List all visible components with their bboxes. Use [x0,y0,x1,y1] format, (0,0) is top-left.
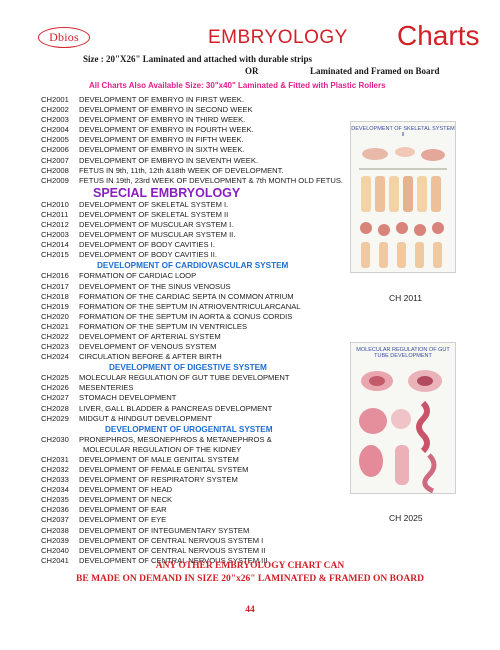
catalog-row [41,393,346,403]
catalog-row [41,332,346,342]
chart-code: CH2009 [41,175,69,185]
chart-title: DEVELOPMENT OF SKELETAL SYSTEM I. [79,199,229,209]
chart-thumbnail-gut-tube [350,342,456,494]
chart-catalog-list [41,95,346,566]
chart-title: DEVELOPMENT OF MUSCULAR SYSTEM I. [79,220,234,230]
chart-code: CH2012 [41,220,69,230]
catalog-row [41,546,346,556]
chart-code: CH2033 [41,475,69,485]
chart-title: DEVELOPMENT OF EMBRYO IN SIXTH WEEK. [79,145,245,155]
chart-code: CH2022 [41,331,69,341]
chart-code: CH2034 [41,485,69,495]
size-framed-line: Laminated and Framed on Board [310,66,440,76]
chart-code: CH2003 [41,230,69,240]
catalog-row [41,135,346,145]
chart-code: CH2004 [41,125,69,135]
chart-code: CH2039 [41,535,69,545]
brand-logo [38,27,90,48]
special-embryology-heading: SPECIAL EMBRYOLOGY [93,185,241,200]
chart-code: CH2008 [41,165,69,175]
catalog-row [41,505,346,515]
catalog-row [41,383,346,393]
chart-code: CH2035 [41,495,69,505]
charts-label: Charts [397,20,480,51]
chart-title: DEVELOPMENT OF FEMALE GENITAL SYSTEM [79,465,249,474]
catalog-row [41,465,346,475]
catalog-row [41,200,346,210]
chart-code: CH2018 [41,291,69,301]
catalog-row [41,302,346,312]
thumbnail-caption: CH 2011 [389,293,422,303]
catalog-row [41,271,346,281]
chart-code: CH2041 [41,555,69,565]
chart-title: DEVELOPMENT OF VENOUS SYSTEM [79,342,217,352]
catalog-row [41,292,346,302]
custom-order-note-line2: BE MADE ON DEMAND IN SIZE 20"x26" LAMINATED & FRAMED ON BOARD [76,574,424,584]
catalog-row [41,536,346,546]
catalog-row [41,475,346,485]
chart-title: DEVELOPMENT OF CENTRAL NERVOUS SYSTEM I [79,535,264,545]
chart-title: STOMACH DEVELOPMENT [79,393,177,403]
catalog-row [41,342,346,352]
chart-title: DEVELOPMENT OF EYE [79,515,167,525]
catalog-row [41,414,346,424]
chart-title: DEVELOPMENT OF ARTERIAL SYSTEM [79,331,221,341]
catalog-row [41,312,346,322]
chart-code: CH2036 [41,505,69,515]
chart-code: CH2006 [41,145,69,155]
skeletal-chart-illustration [351,138,455,273]
catalog-row [41,373,346,383]
size-info-line: Size : 20"X26" Laminated and attached with durable strips [83,54,313,64]
catalog-row [41,515,346,525]
catalog-row [41,156,346,166]
chart-code: CH2007 [41,155,69,165]
chart-code: CH2023 [41,342,69,352]
digestive-group [41,373,346,423]
chart-code: CH2032 [41,465,69,474]
thumbnail-title: DEVELOPMENT OF SKELETAL SYSTEM II [351,126,455,138]
chart-title: DEVELOPMENT OF THE SINUS VENOSUS [79,281,231,291]
chart-title: DEVELOPMENT OF EAR [79,505,167,515]
catalog-row [41,526,346,536]
cardiovascular-group [41,271,346,362]
chart-thumbnail-skeletal [350,121,456,273]
chart-code: CH2011 [41,209,69,219]
chart-code: CH2026 [41,383,69,393]
chart-code: CH2027 [41,393,69,403]
chart-title: FORMATION OF THE SEPTUM IN ATRIOVENTRICULARCANAL [79,301,301,311]
chart-code: CH2015 [41,250,69,260]
chart-title: DEVELOPMENT OF EMBRYO IN THIRD WEEK. [79,115,246,125]
chart-title: FETUS IN 19th, 23rd WEEK OF DEVELOPMENT & 7th MONTH OLD FETUS. [79,175,344,185]
catalog-row [41,105,346,115]
chart-title: DEVELOPMENT OF MUSCULAR SYSTEM II. [79,230,236,240]
chart-title: DEVELOPMENT OF EMBRYO IN SECOND WEEK [79,105,253,115]
chart-title: DEVELOPMENT OF CENTRAL NERVOUS SYSTEM III [79,555,268,565]
chart-code: CH2029 [41,413,69,423]
chart-title: FORMATION OF THE CARDIAC SEPTA IN COMMON ATRIUM [79,291,294,301]
urogenital-heading: DEVELOPMENT OF UROGENITAL SYSTEM [105,424,273,434]
chart-code: CH2014 [41,240,69,250]
catalog-row [41,435,346,445]
chart-title: DEVELOPMENT OF MALE GENITAL SYSTEM [79,454,239,464]
chart-code: CH2028 [41,403,69,413]
page-number: 44 [245,605,255,615]
catalog-row [41,166,346,176]
chart-code: CH2021 [41,321,69,331]
chart-code: CH2005 [41,135,69,145]
catalog-row [41,495,346,505]
chart-code: CH2025 [41,373,69,383]
chart-title: FORMATION OF THE SEPTUM IN AORTA & CONUS CORDIS [79,311,293,321]
catalog-row [41,250,346,260]
catalog-row [41,210,346,220]
chart-code: CH2019 [41,301,69,311]
chart-title: DEVELOPMENT OF EMBRYO IN FOURTH WEEK. [79,125,254,135]
chart-code: CH2020 [41,311,69,321]
thumbnail-title: MOLECULAR REGULATION OF GUT TUBE DEVELOPMENT [356,347,450,359]
catalog-row [41,455,346,465]
chart-title: DEVELOPMENT OF CENTRAL NERVOUS SYSTEM II [79,545,266,555]
catalog-row [41,352,346,362]
chart-title: DEVELOPMENT OF SKELETAL SYSTEM II [79,209,229,219]
thumbnail-caption: CH 2025 [389,513,423,523]
catalog-row [41,485,346,495]
chart-title-continued: MOLECULAR REGULATION OF THE KIDNEY [83,444,242,454]
chart-title: MOLECULAR REGULATION OF GUT TUBE DEVELOPMENT [79,373,290,383]
catalog-row [41,282,346,292]
chart-title: DEVELOPMENT OF INTEGUMENTARY SYSTEM [79,525,250,535]
cardiovascular-heading: DEVELOPMENT OF CARDIOVASCULAR SYSTEM [97,261,289,271]
catalog-row [41,176,346,186]
chart-title: DEVELOPMENT OF EMBRYO IN FIFTH WEEK. [79,135,244,145]
chart-code: CH2002 [41,105,69,115]
chart-title: FORMATION OF THE SEPTUM IN VENTRICLES [79,321,248,331]
urogenital-group [41,455,346,566]
chart-code: CH2017 [41,281,69,291]
chart-code: CH2016 [41,271,69,281]
availability-note: All Charts Also Available Size: 30"x40" Laminated & Fitted with Plastic Rollers [89,81,386,90]
chart-title: LIVER, GALL BLADDER & PANCREAS DEVELOPMENT [79,403,273,413]
chart-code: CH2001 [41,95,69,104]
catalog-row [41,230,346,240]
chart-title: MESENTERIES [79,383,134,393]
chart-title: DEVELOPMENT OF RESPIRATORY SYSTEM [79,475,238,485]
catalog-row [41,322,346,332]
chart-code: CH2038 [41,525,69,535]
catalog-row-continuation [41,445,346,455]
page-title: EMBRYOLOGY [208,27,348,48]
chart-title: CIRCULATION BEFORE & AFTER BIRTH [79,352,222,362]
catalog-row [41,115,346,125]
catalog-row [41,220,346,230]
chart-title: DEVELOPMENT OF BODY CAVITIES II. [79,250,217,260]
digestive-heading: DEVELOPMENT OF DIGESTIVE SYSTEM [109,363,267,373]
size-or-label: OR [245,66,259,76]
chart-code: CH2010 [41,199,69,209]
catalog-row [41,404,346,414]
chart-title: DEVELOPMENT OF NECK [79,495,173,505]
catalog-row [41,95,346,105]
chart-title: DEVELOPMENT OF HEAD [79,485,173,495]
chart-title: DEVELOPMENT OF EMBRYO IN FIRST WEEK. [79,95,244,104]
chart-title: FETUS IN 9th, 11th, 12th &18th WEEK OF DEVELOPMENT. [79,165,284,175]
custom-order-note-line1: ANY OTHER EMBRYOLOGY CHART CAN [155,561,345,571]
chart-code: CH2037 [41,515,69,525]
chart-code: CH2024 [41,352,69,362]
chart-title: PRONEPHROS, MESONEPHROS & METANEPHROS & [79,434,272,444]
general-embryology-group [41,95,346,186]
chart-code: CH2040 [41,545,69,555]
chart-code: CH2003 [41,115,69,125]
special-embryology-group [41,200,346,261]
chart-code: CH2031 [41,454,69,464]
chart-code: CH2030 [41,434,69,444]
brand-logo-text: Dbios [49,30,79,44]
chart-title: DEVELOPMENT OF EMBRYO IN SEVENTH WEEK. [79,155,259,165]
chart-title: MIDGUT & HINDGUT DEVELOPMENT [79,413,213,423]
catalog-row [41,125,346,135]
catalog-row [41,145,346,155]
chart-title: DEVELOPMENT OF BODY CAVITIES I. [79,240,215,250]
chart-title: FORMATION OF CARDIAC LOOP [79,271,197,281]
gut-tube-chart-illustration [351,359,455,494]
catalog-row [41,240,346,250]
